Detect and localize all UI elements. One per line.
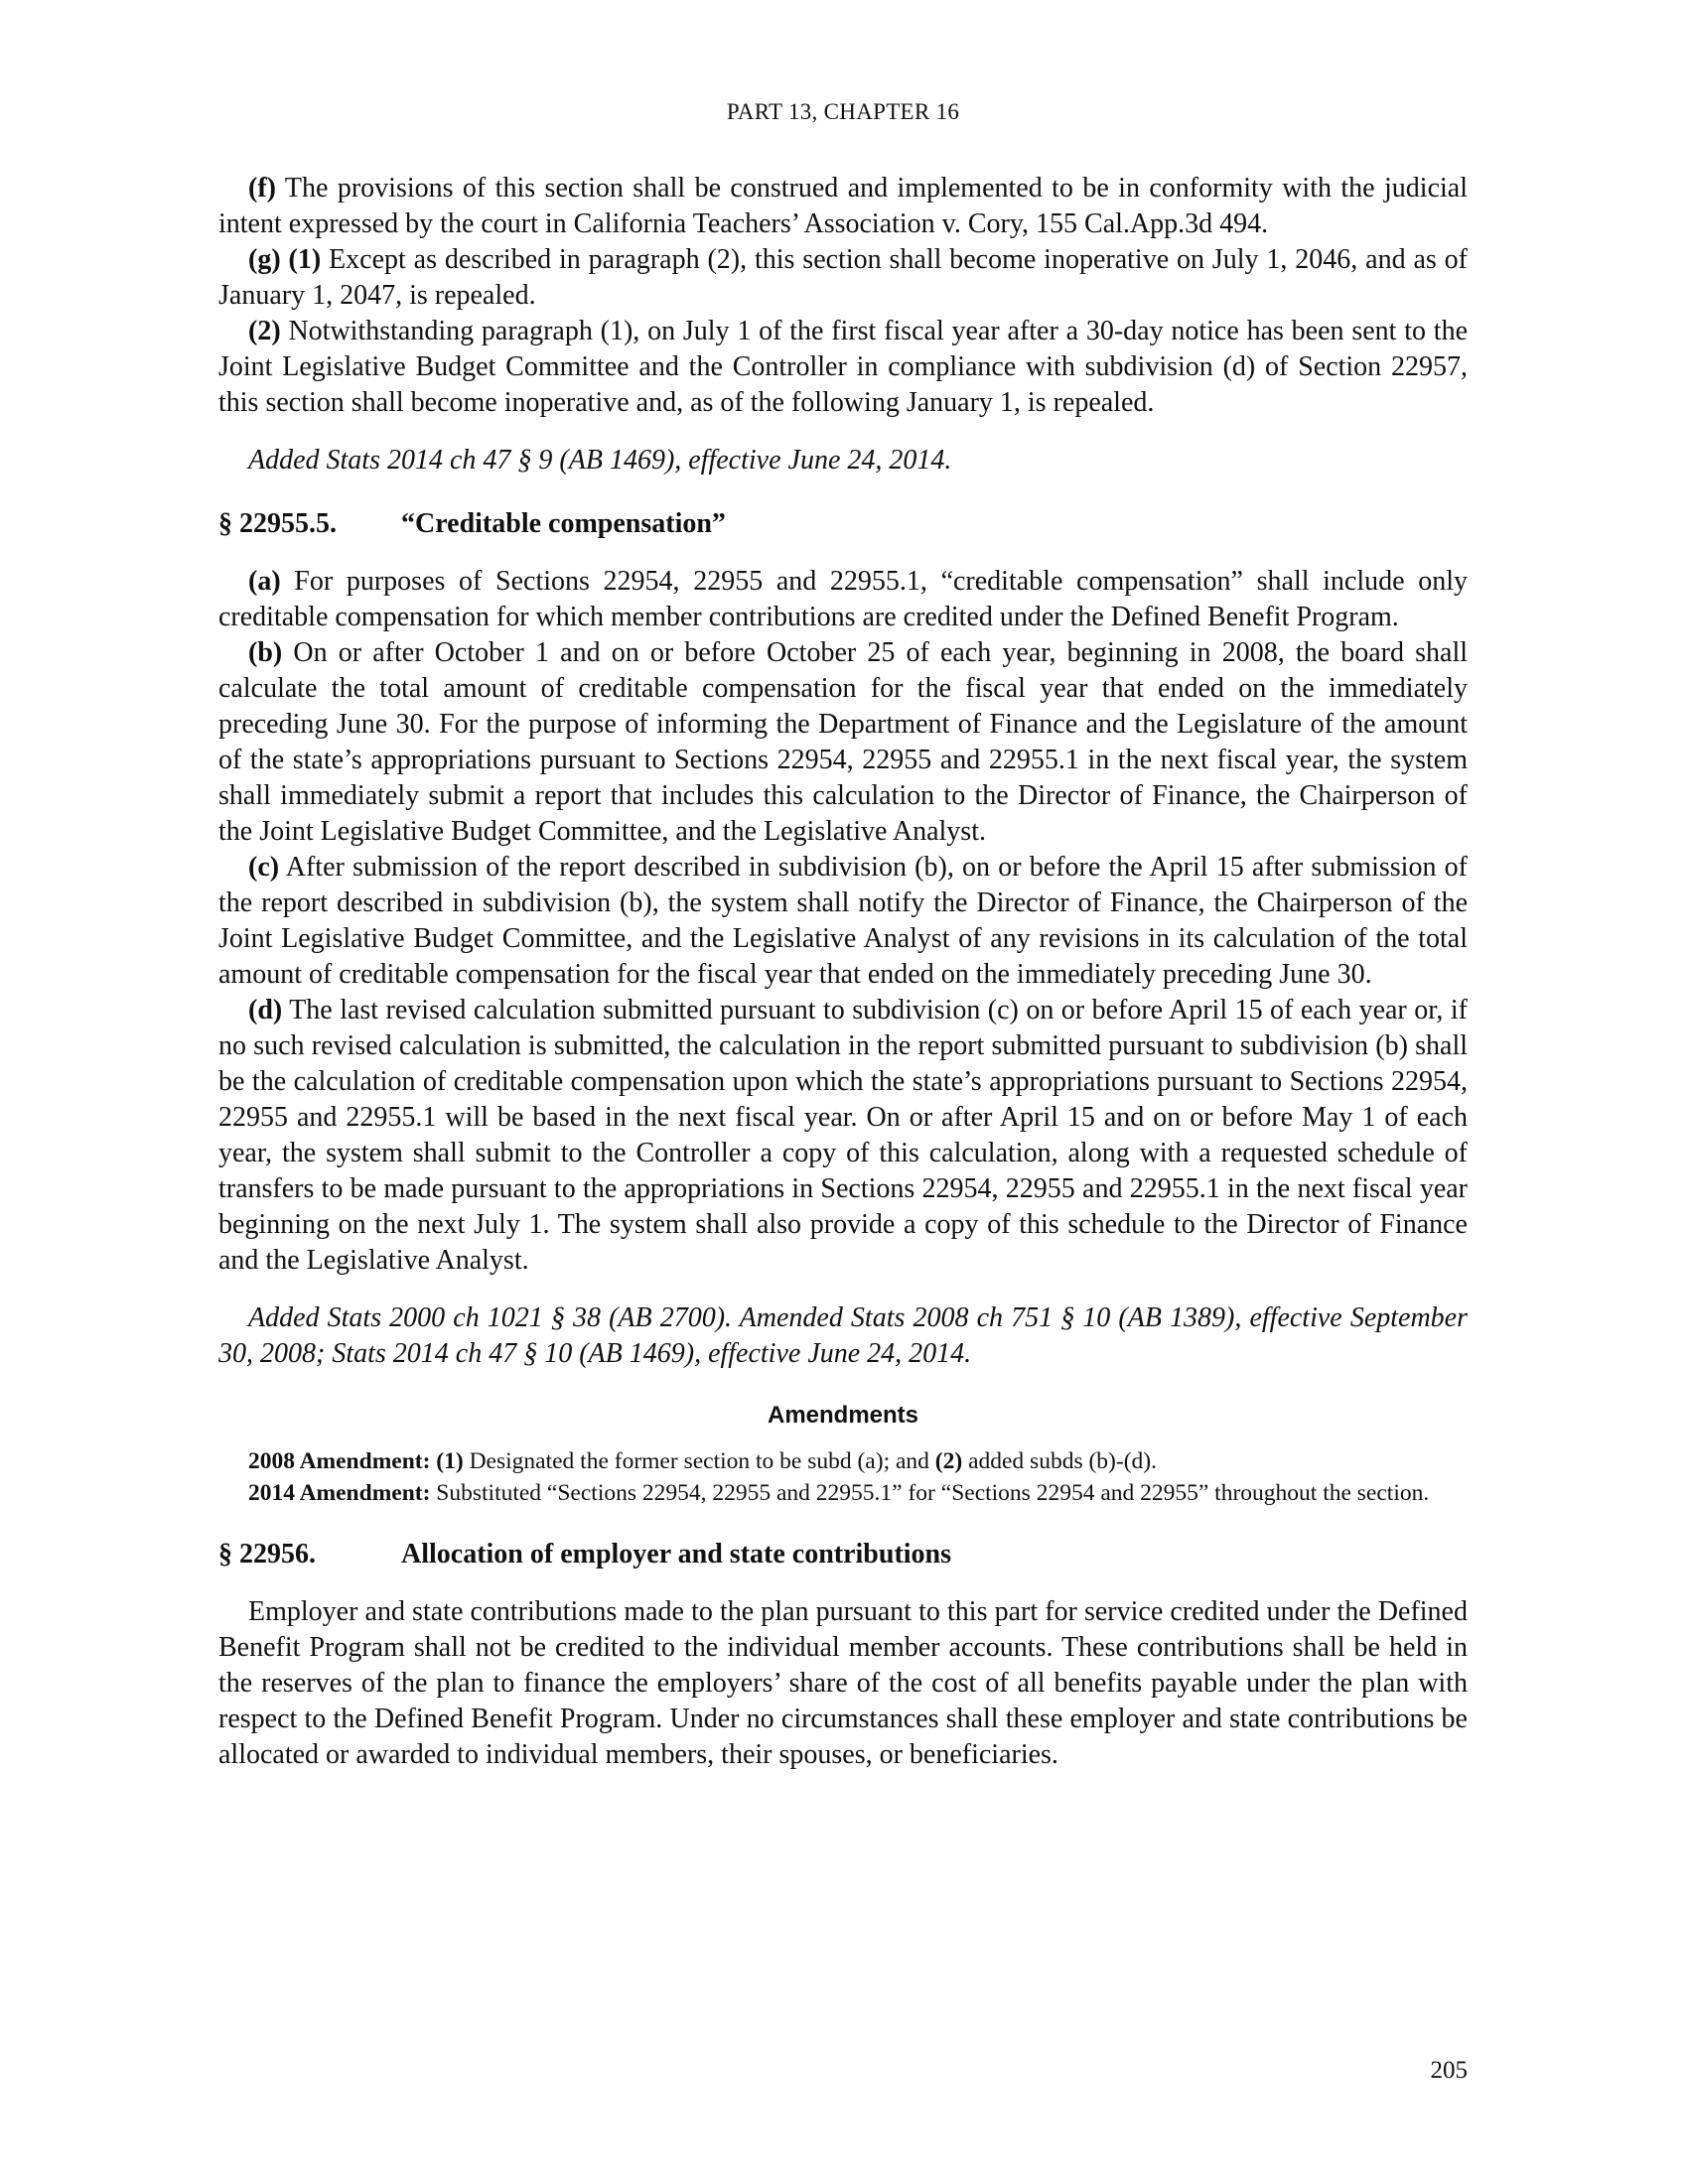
label-d: (d) xyxy=(248,995,283,1025)
paragraph-g2 xyxy=(218,314,1468,421)
page-number: 205 xyxy=(1430,2057,1468,2084)
amendment-2008-label: 2008 Amendment: xyxy=(248,1448,431,1474)
label-c: (c) xyxy=(248,852,280,883)
text-f: The provisions of this section shall be construed and implemented to be in conformity with the judicial intent expressed by the court in California Teachers’ Association v. Cory, 155 Cal.App.3d 494. xyxy=(218,173,1468,239)
text-c: After submission of the report described in subdivision (b), on or before the April 15 after submission of the report described in subdivision (b), the system shall notify the Director of Finance, the Chairperson of the Joint Legislative Budget Committee, and the Legislative Analyst of any revisions in its calculation of the total amount of creditable compensation for the fiscal year that ended on the immediately preceding June 30. xyxy=(218,852,1468,990)
page-content xyxy=(218,171,1468,1773)
paragraph-22956: Employer and state contributions made to the plan pursuant to this part for service credited under the Defined Benefit Program shall not be credited to the individual member accounts. These contributions shall be held in the reserves of the plan to finance the employers’ share of the cost of all benefits payable under the plan with respect to the Defined Benefit Program. Under no circumstances shall these employer and state contributions be allocated or awarded to individual members, their spouses, or beneficiaries. xyxy=(218,1596,1468,1770)
paragraph-b xyxy=(218,635,1468,850)
text-g2: Notwithstanding paragraph (1), on July 1 of the first fiscal year after a 30-day notice has been sent to the Joint Legislative Budget Committee and the Controller in compliance with subdivision (d) of Section 22957, this section shall become inoperative and, as of the following January 1, is repealed. xyxy=(218,316,1468,418)
text-g1: Except as described in paragraph (2), this section shall become inoperative on July 1, 2046, and as of January 1, 2047, is repealed. xyxy=(218,244,1468,311)
section-number: § 22955.5. xyxy=(218,508,337,539)
text-a: For purposes of Sections 22954, 22955 and 22955.1, “creditable compensation” shall include only creditable compensation for which member contributions are credited under the Defined Benefit Program. xyxy=(218,566,1468,632)
section-title: Allocation of employer and state contributions xyxy=(401,1539,952,1570)
paragraph-g1 xyxy=(218,242,1468,314)
amendments-title: Amendments xyxy=(767,1402,919,1429)
history-note-2: Added Stats 2000 ch 1021 § 38 (AB 2700). Amended Stats 2008 ch 751 § 10 (AB 1389), effective September 30, 2008; Stats 2014 ch 47 § 10 (AB 1469), effective June 24, 2014. xyxy=(218,1302,1468,1369)
document-page xyxy=(218,0,1468,2184)
amendment-2008-text2: added subds (b)-(d). xyxy=(962,1448,1157,1474)
amendment-2014-label: 2014 Amendment: xyxy=(248,1480,431,1506)
paragraph-a xyxy=(218,564,1468,635)
text-b: On or after October 1 and on or before October 25 of each year, beginning in 2008, the board shall calculate the total amount of creditable compensation for the fiscal year that ended on the immediately preceding June 30. For the purpose of informing the Department of Finance and the Legislature of the amount of the state’s appropriations pursuant to Sections 22954, 22955 and 22955.1 in the next fiscal year, the system shall immediately submit a report that includes this calculation to the Director of Finance, the Chairperson of the Joint Legislative Budget Committee, and the Legislative Analyst. xyxy=(218,637,1468,847)
amendment-2008-p1: (1) xyxy=(436,1448,464,1474)
section-number: § 22956. xyxy=(218,1539,316,1570)
label-a: (a) xyxy=(248,566,281,597)
paragraph-f xyxy=(218,171,1468,242)
running-head: PART 13, CHAPTER 16 xyxy=(726,99,960,124)
label-g1: (g) (1) xyxy=(248,244,322,275)
text-d: The last revised calculation submitted pursuant to subdivision (c) on or before April 15 of each year or, if no such revised calculation is submitted, the calculation in the report submitted pursuant to subdivision (b) shall be the calculation of creditable compensation upon which the state’s appropriations pursuant to Sections 22954, 22955 and 22955.1 will be based in the next fiscal year. On or after April 15 and on or before May 1 of each year, the system shall submit to the Controller a copy of this calculation, along with a requested schedule of transfers to be made pursuant to the appropriations in Sections 22954, 22955 and 22955.1 in the next fiscal year beginning on the next July 1. The system shall also provide a copy of this schedule to the Director of Finance and the Legislative Analyst. xyxy=(218,995,1468,1276)
section-heading-22956 xyxy=(218,1537,1468,1572)
paragraph-d xyxy=(218,993,1468,1279)
label-b: (b) xyxy=(248,637,283,668)
section-heading-22955-5 xyxy=(218,506,1468,542)
section-title: “Creditable compensation” xyxy=(401,508,726,539)
paragraph-c xyxy=(218,850,1468,993)
amendment-2008-p2: (2) xyxy=(934,1448,963,1474)
label-f: (f) xyxy=(248,173,276,204)
amendment-2014 xyxy=(218,1477,1468,1509)
history-note-1: Added Stats 2014 ch 47 § 9 (AB 1469), effective June 24, 2014. xyxy=(248,445,952,476)
amendment-2008 xyxy=(218,1445,1468,1477)
amendment-2014-text: Substituted “Sections 22954, 22955 and 22955.1” for “Sections 22954 and 22955” throughout the section. xyxy=(430,1480,1430,1506)
label-g2: (2) xyxy=(248,316,281,346)
amendment-2008-text1: Designated the former section to be subd (a); and xyxy=(463,1448,935,1474)
